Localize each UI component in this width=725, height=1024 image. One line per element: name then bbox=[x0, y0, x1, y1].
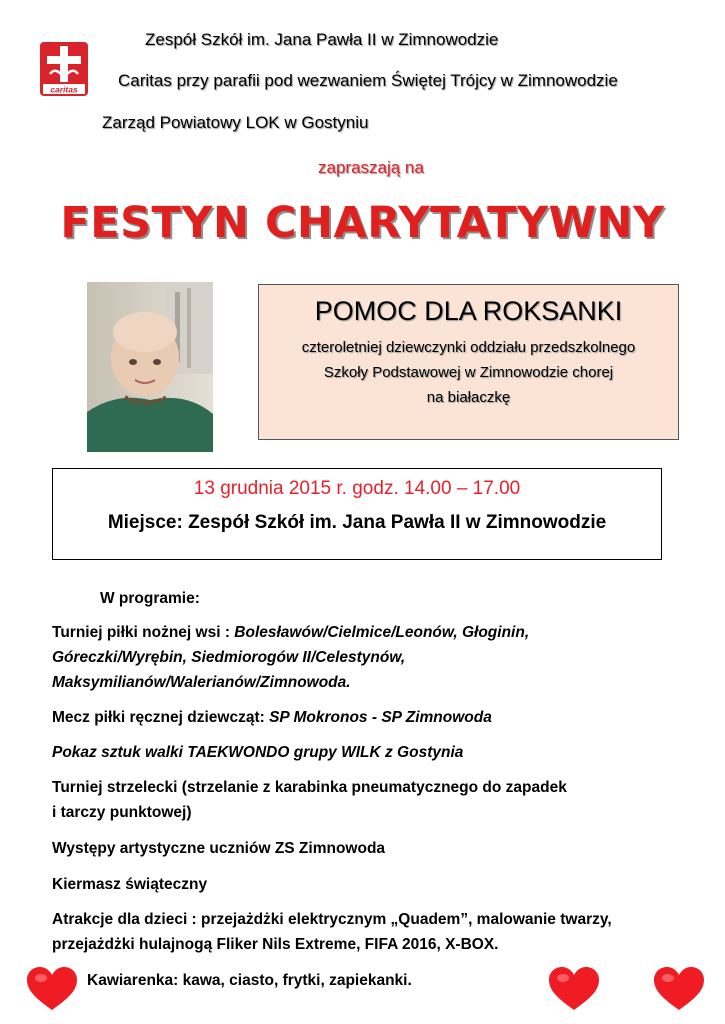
help-description-line: czteroletniej dziewczynki oddziału przedszkolnego bbox=[301, 339, 636, 356]
help-title: POMOC DLA ROKSANKI bbox=[314, 296, 623, 326]
football-teams: Góreczki/Wyrębin, Siedmiorogów II/Celestynów, bbox=[52, 649, 406, 666]
event-box bbox=[52, 468, 662, 560]
program-item-fair: Kiermasz świąteczny bbox=[52, 876, 208, 893]
heart-icon bbox=[652, 966, 706, 1012]
program-item-football-cont bbox=[52, 670, 351, 695]
program-item-handball bbox=[52, 705, 492, 730]
heart-icon bbox=[25, 966, 79, 1012]
handball-label: Mecz piłki ręcznej dziewcząt: bbox=[52, 709, 270, 726]
football-teams: Bolesławów/Cielmice/Leonów, Głoginin, bbox=[234, 624, 530, 641]
football-label: Turniej piłki nożnej wsi : bbox=[52, 624, 235, 641]
handball-teams: SP Mokronos - SP Zimnowoda bbox=[269, 709, 492, 726]
help-box bbox=[258, 284, 679, 440]
program-item-cafe: Kawiarenka: kawa, ciasto, frytki, zapiekanki. bbox=[87, 972, 412, 989]
help-description-line: na białaczkę bbox=[426, 389, 511, 406]
program-item-football bbox=[52, 620, 529, 645]
program-item-football-cont bbox=[52, 645, 405, 670]
child-photo bbox=[87, 282, 213, 452]
organizer-school: Zespół Szkół im. Jana Pawła II w Zimnowodzie bbox=[145, 30, 499, 49]
football-teams: Maksymilianów/Walerianów/Zimnowoda. bbox=[52, 674, 351, 691]
event-date: 13 grudnia 2015 r. godz. 14.00 – 17.00 bbox=[193, 478, 521, 499]
event-place: Miejsce: Zespół Szkół im. Jana Pawła II w Zimnowodzie bbox=[107, 512, 607, 533]
page-title: FESTYN CHARYTATYWNY bbox=[60, 198, 665, 248]
taekwondo-text: Pokaz sztuk walki TAEKWONDO grupy WILK z Gostynia bbox=[52, 744, 464, 761]
heart-icon bbox=[547, 966, 601, 1012]
program-item-shooting-cont: i tarczy punktowej) bbox=[52, 804, 192, 821]
program-item-shooting: Turniej strzelecki (strzelanie z karabinka pneumatycznego do zapadek bbox=[52, 779, 567, 796]
caritas-logo bbox=[40, 42, 88, 96]
logo-text: caritas bbox=[50, 84, 78, 95]
organizer-lok: Zarząd Powiatowy LOK w Gostyniu bbox=[102, 113, 369, 132]
program-item-taekwondo bbox=[52, 740, 463, 765]
help-description-line: Szkoły Podstawowej w Zimnowodzie chorej bbox=[323, 364, 614, 381]
invite-text: zapraszają na bbox=[318, 158, 424, 177]
program-heading: W programie: bbox=[100, 590, 200, 607]
program-item-kids: Atrakcje dla dzieci : przejażdżki elektrycznym „Quadem”, malowanie twarzy, bbox=[52, 911, 612, 928]
organizer-caritas: Caritas przy parafii pod wezwaniem Świętej Trójcy w Zimnowodzie bbox=[118, 71, 618, 90]
program-item-performances: Występy artystyczne uczniów ZS Zimnowoda bbox=[52, 840, 386, 857]
program-item-kids-cont: przejażdżki hulajnogą Fliker Nils Extreme, FIFA 2016, X-BOX. bbox=[52, 936, 499, 953]
